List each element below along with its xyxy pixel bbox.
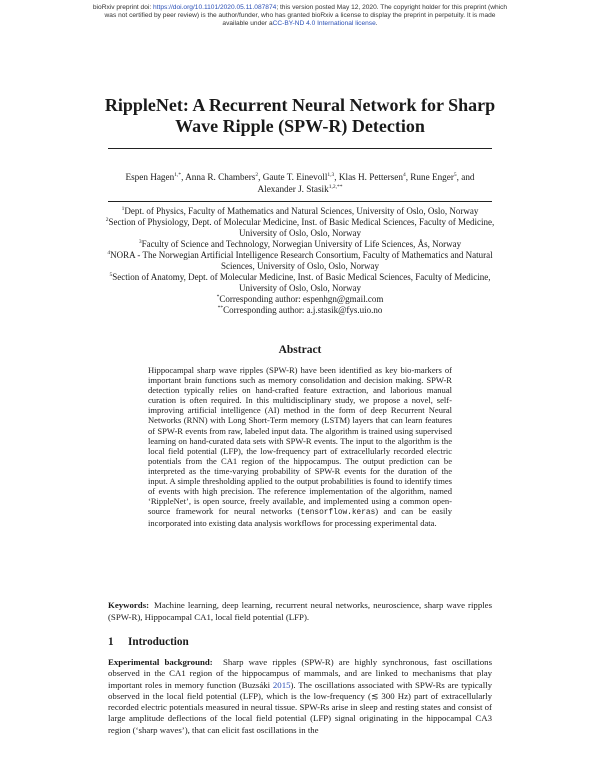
- citation-link[interactable]: 2015: [272, 679, 291, 690]
- affiliation: $^5$Section of Anatomy, Dept. of Molecular Medicine, Inst. of Basic Medical Sciences, Faculty of Medicine, University of Oslo, Oslo, Norway: [109, 272, 491, 293]
- paragraph-lead: Experimental background:: [108, 657, 213, 667]
- intro-paragraph: Experimental background: Sharp wave ripples (SPW-R) are highly synchronous, fast oscillations observed in the CA1 region of the hippocampus of mammals, and are linked to mechanisms that play important roles in memory function (Buzsáki 2015). The oscillations associated with SPW-Rs are typically observed in the local field potential (LFP), which is the low-frequency (≲ 300 Hz) part of extracellularly recorded electric potentials measured in neural tissue. SPW-Rs arise in sleep and resting states and consist of large amplitude deflections of the local field potential (LFP) signal originating in the hippocampal CA3 region (‘sharp waves’), that can elicit fast oscillations in the: [108, 657, 492, 735]
- author: Klas H. Pettersen$^4$,: [338, 171, 411, 182]
- author: Rune Enger$^5$, and: [410, 171, 475, 182]
- paper-title-line-2: Wave Ripple (SPW-R) Detection: [175, 116, 425, 136]
- keywords-text: Machine learning, deep learning, recurrent neural networks, neuroscience, sharp wave ripples (SPW-R), Hippocampal CA1, local field potential (LFP).: [108, 600, 492, 622]
- paper-title: [60, 95, 540, 137]
- author: Gaute T. Einevoll$^{1,3}$,: [262, 171, 339, 182]
- author: Anna R. Chambers$^2$,: [185, 171, 263, 182]
- affiliation-list: [95, 206, 505, 316]
- title-bottom-rule: [108, 201, 492, 202]
- keywords: [108, 600, 492, 623]
- affiliation: $^4$NORA - The Norwegian Artificial Intelligence Research Consortium, Faculty of Mathematics and Natural Sciences, University of Oslo, Oslo, Norway: [107, 250, 493, 271]
- affiliation: $^2$Section of Physiology, Dept. of Molecular Medicine, Inst. of Basic Medical Sciences, Faculty of Medicine, University of Oslo, Oslo, Norway: [105, 217, 495, 238]
- doi-link[interactable]: https://doi.org/10.1101/2020.05.11.087874: [153, 4, 277, 11]
- keywords-label: Keywords:: [108, 600, 150, 610]
- author: Alexander J. Stasik$^{1,2,**}$: [257, 183, 343, 194]
- code-snippet: tensorflow.keras: [300, 509, 376, 518]
- title-top-rule: [108, 148, 492, 149]
- section-number: 1: [108, 636, 114, 648]
- abstract-body: Hippocampal sharp wave ripples (SPW-R) have been identified as key bio-markers of important brain functions such as memory consolidation and decision making. SPW-R detection typically relies on hand-crafted feature extraction, and laborious manual curation is often required. In this multidisciplinary study, we propose a novel, self-improving artificial intelligence (AI) method in the form of deep Recurrent Neural Networks (RNN) with Long Short-Term memory (LSTM) layers that can learn features of SPW-R events from raw, labeled input data. The algorithm is trained using supervised learning on hand-curated data sets with SPW-R events. The input to the algorithm is the local field potential (LFP), the low-frequency part of extracellularly recorded electric potentials from the CA1 region of the hippocampus. The output prediction can be interpreted as the time-varying probability of SPW-R events for the duration of the input. A simple thresholding applied to the output probabilities is found to identify times of events with high precision. The reference implementation of the algorithm, named ‘RippleNet’, is open source, freely available, and implemented using a common open-source framework for neural networks (tensorflow.keras) and can be easily incorporated into existing data analysis workflows for processing experimental data.: [148, 365, 452, 529]
- corresponding-author: *Corresponding author: espenhgn@gmail.com: [216, 294, 384, 304]
- author-list: [100, 172, 500, 195]
- preprint-notice-line-3: available under aCC-BY-ND 4.0 International license.: [222, 20, 378, 27]
- preprint-notice-line-1: bioRxiv preprint doi: https://doi.org/10.1101/2020.05.11.087874; this version posted May 12, 2020. The copyright holder for this preprint (which: [92, 4, 508, 11]
- affiliation: $^3$Faculty of Science and Technology, Norwegian University of Life Sciences, Ås, Norway: [138, 239, 462, 249]
- citation-author: Buzsáki: [241, 679, 271, 690]
- corresponding-author: **Corresponding author: a.j.stasik@fys.uio.no: [217, 305, 383, 315]
- section-heading: [108, 636, 189, 648]
- affiliation: $^1$Dept. of Physics, Faculty of Mathematics and Natural Sciences, University of Oslo, Oslo, Norway: [121, 206, 479, 216]
- author: Espen Hagen$^{1,*}$,: [125, 171, 186, 182]
- abstract-heading: Abstract: [278, 344, 322, 356]
- preprint-notice: [40, 4, 560, 28]
- paper-title-line-1: RippleNet: A Recurrent Neural Network for Sharp: [104, 95, 496, 115]
- section-title: Introduction: [128, 636, 189, 648]
- license-link[interactable]: CC-BY-ND 4.0 International license: [272, 20, 376, 27]
- preprint-notice-line-2: was not certified by peer review) is the author/funder, who has granted bioRxiv a license to display the preprint in perpetuity. It is made: [104, 12, 496, 19]
